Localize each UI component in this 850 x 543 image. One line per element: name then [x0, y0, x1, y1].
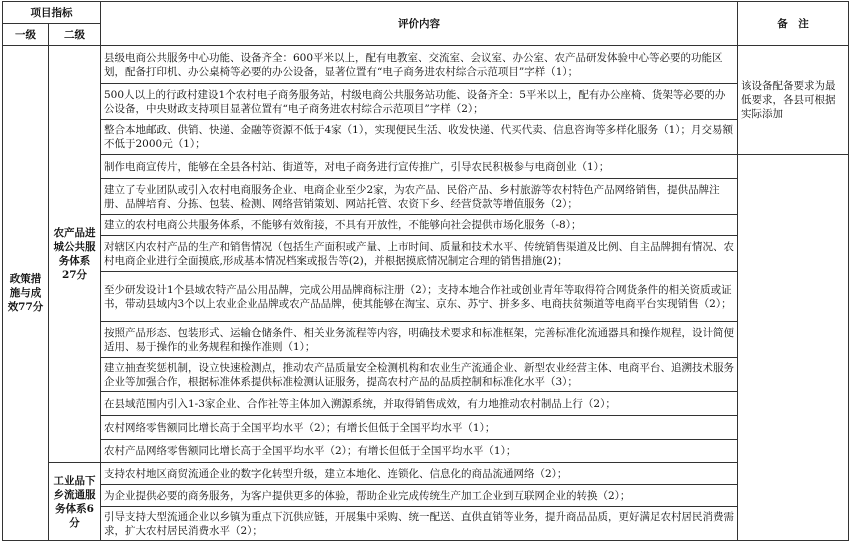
header-level2: 二级 [49, 24, 101, 46]
eval-content-cell: 制作电商宣传片，能够在全县各村站、街道等，对电子商务进行宣传推广，引导农民积极参与电商创业（1）； [101, 155, 738, 179]
level2-rural-products: 农产品进城公共服务体系27分 [49, 46, 101, 463]
eval-content-cell: 农村网络零售额同比增长高于全国平均水平（2）；有增长但低于全国平均水平（1）； [101, 416, 738, 440]
table-row [3, 84, 849, 120]
eval-content-cell: 在县域范围内引入1-3家企业、合作社等主体加入溯源系统，并取得销售成效，有力地推动农村制品上行（2）； [101, 392, 738, 416]
table-row [3, 215, 849, 236]
eval-content-cell: 整合本地邮政、供销、快递、金融等资源不低于4家（1），实现便民生活、收发快递、代买代卖、信息咨询等多样化服务（1）；月交易额不低于2000元（1）； [101, 120, 738, 155]
eval-content-cell: 对辖区内农村产品的生产和销售情况（包括生产面积或产量、上市时间、质量和技术水平、传统销售渠道及比例、自主品牌拥有情况、农村电商企业进行全面摸底,形成基本情况档案或报告等(2)，并根据摸底情况制定合理的销售措施(2)； [101, 236, 738, 272]
eval-content-cell: 建立的农村电商公共服务体系，不能够有效衔接，不具有开放性，不能够向社会提供市场化服务（-8）； [101, 215, 738, 236]
table-row [3, 179, 849, 215]
level2-industrial: 工业品下乡流通服务体系6分 [49, 463, 101, 541]
table-row [3, 155, 849, 179]
eval-content-cell: 引导支持大型流通企业以乡镇为重点下沉供应链，开展集中采购、统一配送、直供直销等业务，提升商品品质，更好满足农村居民消费需求，扩大农村居民消费水平（2）； [101, 507, 738, 541]
header-level1: 一级 [3, 24, 49, 46]
table-row [3, 272, 849, 322]
eval-content-cell: 县级电商公共服务中心功能、设备齐全：600平米以上，配有电教室、交流室、会议室、办公室、农产品研发体验中心等必要的功能区划，配备打印机、办公桌椅等必要的办公设备，显著位置有“电子商务进农村综合示范项目”字样（1）； [101, 46, 738, 84]
eval-content-cell: 支持农村地区商贸流通企业的数字化转型升级，建立本地化、连锁化、信息化的商品流通网络（2）； [101, 463, 738, 485]
table-row [3, 236, 849, 272]
eval-content-cell: 按照产品形态、包装形式、运输仓储条件、相关业务流程等内容，明确技术要求和标准框架，完善标准化流通器具和操作规程，设计简便适用、易于操作的业务规程和操作准则（1）； [101, 322, 738, 358]
table-row [3, 120, 849, 155]
table-row [3, 392, 849, 416]
table-row [3, 416, 849, 440]
table-row [3, 322, 849, 358]
remark-note: 该设备配备要求为最低要求，各县可根据实际添加 [738, 46, 849, 155]
level1-label: 政策措施与成效77分 [3, 46, 49, 541]
evaluation-table [2, 1, 849, 541]
table-row [3, 485, 849, 507]
table-row [3, 358, 849, 392]
table-row [3, 507, 849, 541]
header-row-1 [3, 2, 849, 24]
eval-content-cell: 建立抽查奖惩机制，设立快速检测点，推动农产品质量安全检测机构和农业生产流通企业、新型农业经营主体、电商平台、追溯技术服务企业等加强合作，根据标准体系提供标准检测认证服务，提高农村产品的品质控制和标准化水平（3）； [101, 358, 738, 392]
remark-empty [738, 155, 849, 541]
eval-content-cell: 农村产品网络零售额同比增长高于全国平均水平（2）；有增长但低于全国平均水平（1）； [101, 440, 738, 463]
eval-content-cell: 500人以上的行政村建设1个农村电子商务服务站，村级电商公共服务站功能、设备齐全：5平米以上，配有办公座椅、货架等必要的办公设备，中央财政支持项目显著位置有“电子商务进农村综合示范项目”字样（2）； [101, 84, 738, 120]
header-remark: 备 注 [738, 2, 849, 46]
header-eval-content: 评价内容 [101, 2, 738, 46]
eval-content-cell: 为企业提供必要的商务服务，为客户提供更多的体验，帮助企业完成传统生产加工企业到互联网企业的转换（2）； [101, 485, 738, 507]
table-row [3, 46, 849, 84]
table-row [3, 440, 849, 463]
header-item-indicator: 项目指标 [3, 2, 101, 24]
eval-content-cell: 建立了专业团队或引入农村电商服务企业、电商企业至少2家，为农产品、民俗产品、乡村旅游等农村特色产品网络销售，提供品牌注册、品牌培育、分拣、包装、检测、网络营销策划、网站托管、农资下乡、经营贷款等增值服务（2）； [101, 179, 738, 215]
table-row [3, 463, 849, 485]
eval-content-cell: 至少研发设计1个县域农特产品公用品牌，完成公用品牌商标注册（2）；支持本地合作社或创业青年等取得符合网货条件的相关资质或证书，带动县域内3个以上农业企业品牌或农产品品牌，使其能够在淘宝、京东、苏宁、拼多多、电商扶贫频道等电商平台实现销售（2）； [101, 272, 738, 322]
